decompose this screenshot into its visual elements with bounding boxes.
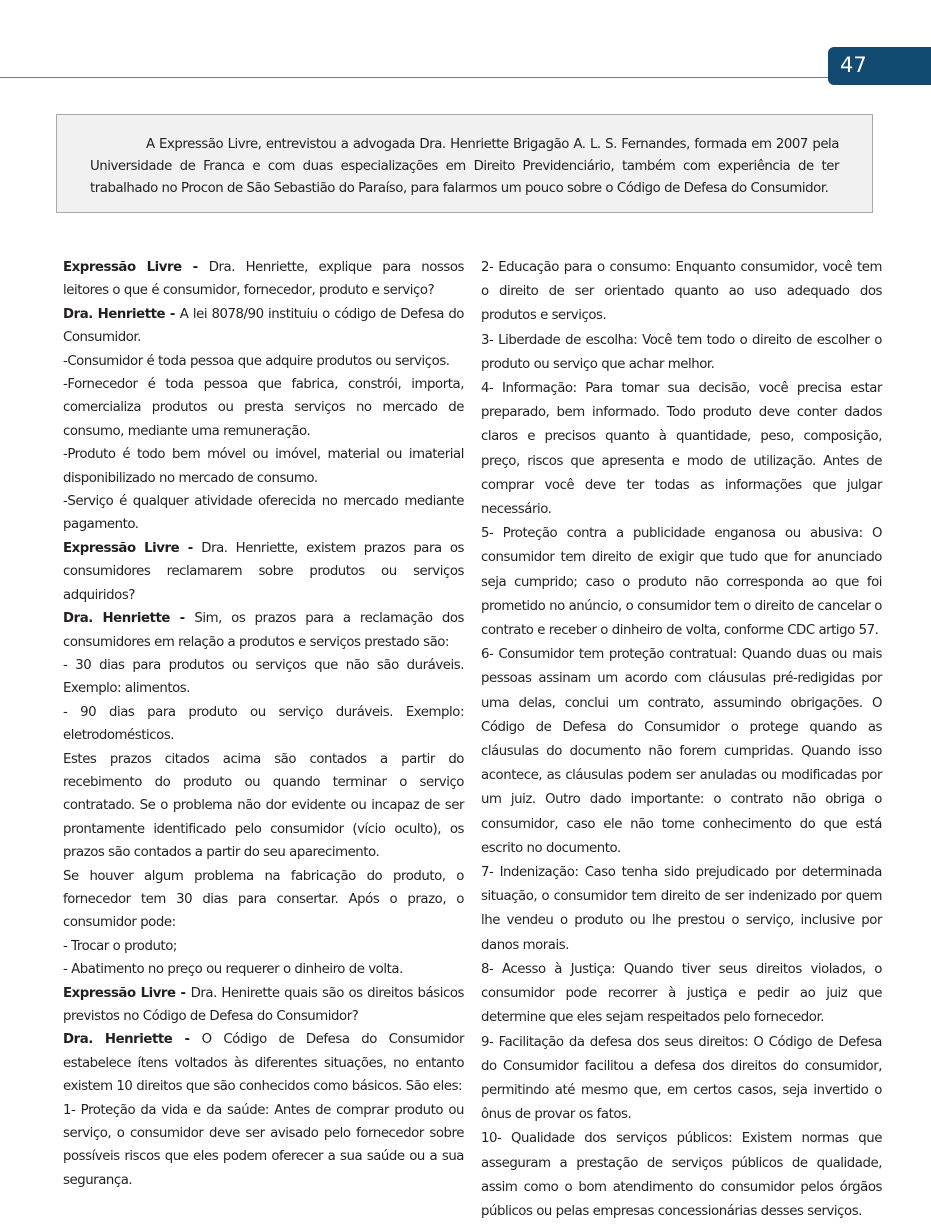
paragraph-text: -Fornecedor é toda pessoa que fabrica, constrói, importa, comercializa produtos ou presta serviços no mercado de consumo, mediante uma remuneração. xyxy=(63,377,464,439)
left-paragraph xyxy=(63,373,464,443)
left-paragraph xyxy=(63,958,464,981)
paragraph-text: Estes prazos citados acima são contados a partir do recebimento do produto ou quando terminar o serviço contratado. Se o problema não dor evidente ou incapaz de ser prontamente identificado pelo consumidor (vício oculto), os prazos são contados a partir do seu aparecimento. xyxy=(63,751,464,861)
paragraph-text: O Código de Defesa do Consumidor estabelece ítens voltados às diferentes situações, no entanto existem 10 direitos que são conhecidos como básicos. São eles: xyxy=(63,1032,465,1095)
left-paragraph xyxy=(63,748,464,865)
paragraph-text: -Serviço é qualquer atividade oferecida no mercado mediante pagamento. xyxy=(63,494,464,533)
left-paragraph xyxy=(63,443,464,490)
left-paragraph xyxy=(63,865,464,935)
speaker-label: Dra. Henriette - xyxy=(63,1032,202,1048)
speaker-label: Expressão Livre - xyxy=(63,260,209,275)
paragraph-text: - 30 dias para produtos ou serviços que não são duráveis. Exemplo: alimentos. xyxy=(63,657,464,697)
page-number: 47 xyxy=(840,53,867,77)
paragraph-text: Se houver algum problema na fabricação do produto, o fornecedor tem 30 dias para consertar. Após o prazo, o consumidor pode: xyxy=(63,868,464,931)
left-paragraph xyxy=(63,982,464,1029)
paragraph-text: 1- Proteção da vida e da saúde: Antes de comprar produto ou serviço, o consumidor deve ser avisado pelo fornecedor sobre possíveis riscos que eles podem oferecer a sua saúde ou a sua segurança. xyxy=(63,1102,464,1188)
right-paragraph: 9- Facilitação da defesa dos seus direitos: O Código de Defesa do Consumidor facilitou a defesa dos direitos do consumidor, permitindo até mesmo que, em certos casos, seja invertido o ônus de provar os fatos. xyxy=(481,1034,882,1123)
paragraph-text: - Abatimento no preço ou requerer o dinheiro de volta. xyxy=(63,962,403,978)
speaker-label: Dra. Henriette - xyxy=(63,306,180,322)
left-paragraph xyxy=(63,1028,464,1098)
header-rule xyxy=(0,77,840,78)
right-paragraph: 3- Liberdade de escolha: Você tem todo o direito de escolher o produto ou serviço que achar melhor. xyxy=(481,332,882,372)
right-column xyxy=(481,256,882,1224)
paragraph-text: - 90 dias para produto ou serviço duráveis. Exemplo: eletrodomésticos. xyxy=(63,704,464,744)
intro-text: A Expressão Livre, entrevistou a advogada Dra. Henriette Brigagão A. L. S. Fernandes, formada em 2007 pela Universidade de Franca e com duas especializações em Direito Previdenciário, também com experiência de ter trabalhado no Procon de São Sebastião do Paraíso, para falarmos um pouco sobre o Código de Defesa do Consumidor. xyxy=(90,137,839,196)
left-paragraph xyxy=(63,303,464,350)
paragraph-text: - Trocar o produto; xyxy=(63,938,177,954)
left-paragraph xyxy=(63,537,464,607)
paragraph-text: Sim, os prazos para a reclamação dos consumidores em relação a produtos e serviços prestado são: xyxy=(63,611,464,650)
right-paragraph: 7- Indenização: Caso tenha sido prejudicado por determinada situação, o consumidor tem direito de ser indenizado por quem lhe vendeu o produto ou lhe prestou o serviço, inclusive por danos morais. xyxy=(481,865,882,953)
left-paragraph xyxy=(63,701,464,748)
right-paragraph: 8- Acesso à Justiça: Quando tiver seus direitos violados, o consumidor pode recorrer à justiça e pedir ao juiz que determine que eles sejam respeitados pelo fornecedor. xyxy=(481,961,882,1026)
intro-box xyxy=(56,114,873,213)
left-paragraph xyxy=(63,350,464,373)
left-paragraph xyxy=(63,490,464,537)
left-paragraph xyxy=(63,935,464,958)
paragraph-text: -Consumidor é toda pessoa que adquire produtos ou serviços. xyxy=(63,353,450,369)
page-number-tab xyxy=(828,47,931,85)
right-paragraph: 6- Consumidor tem proteção contratual: Quando duas ou mais pessoas assinam um acordo com cláusulas pré-redigidas por uma delas, conclui um contrato, assumindo obrigações. O Código de Defesa do Consumidor o protege quando as cláusulas do documento não forem cumpridas. Quando isso acontece, as cláusulas podem ser anuladas ou modificadas por um juiz. Outro dado importante: o contrato não obriga o consumidor, caso ele não tome conhecimento do que está escrito no documento. xyxy=(481,647,882,856)
paragraph-text: Dra. Henriette, existem prazos para os consumidores reclamarem sobre produtos ou serviços adquiridos? xyxy=(63,540,464,603)
speaker-label: Expressão Livre - xyxy=(63,985,191,1001)
right-paragraph: 10- Qualidade dos serviços públicos: Existem normas que asseguram a prestação de serviços públicos de qualidade, assim como o bom atendimento do consumidor pelos órgãos públicos ou pelas empresas concessionárias desses serviços. xyxy=(481,1131,882,1219)
left-paragraph xyxy=(63,256,464,303)
left-paragraph xyxy=(63,654,464,701)
right-paragraph: 2- Educação para o consumo: Enquanto consumidor, você tem o direito de ser orientado quanto ao uso adequado dos produtos e serviços. xyxy=(481,260,882,324)
left-column xyxy=(63,256,464,1192)
paragraph-text: A lei 8078/90 instituiu o código de Defesa do Consumidor. xyxy=(63,306,464,346)
paragraph-text: Dra. Henirette quais são os direitos básicos previstos no Código de Defesa do Consumidor? xyxy=(63,985,464,1024)
paragraph-text: -Produto é todo bem móvel ou imóvel, material ou imaterial disponibilizado no mercado de consumo. xyxy=(63,447,464,486)
right-paragraph: 5- Proteção contra a publicidade enganosa ou abusiva: O consumidor tem direito de exigir que tudo que for anunciado seja cumprido; caso o produto não corresponda ao que foi prometido no anúncio, o consumidor tem o direito de cancelar o contrato e receber o dinheiro de volta, conforme CDC artigo 57. xyxy=(481,526,882,639)
left-paragraph xyxy=(63,607,464,654)
left-paragraph xyxy=(63,1099,464,1193)
speaker-label: Dra. Henriette - xyxy=(63,611,195,627)
right-paragraph: 4- Informação: Para tomar sua decisão, você precisa estar preparado, bem informado. Todo produto deve conter dados claros e precisos quanto à quantidade, peso, composição, preço, riscos que apresenta e modo de utilização. Antes de comprar você deve ter todas as informações que julgar necessário. xyxy=(481,381,882,518)
paragraph-text: Dra. Henriette, explique para nossos leitores o que é consumidor, fornecedor, produto e serviço? xyxy=(63,260,464,299)
speaker-label: Expressão Livre - xyxy=(63,540,202,556)
